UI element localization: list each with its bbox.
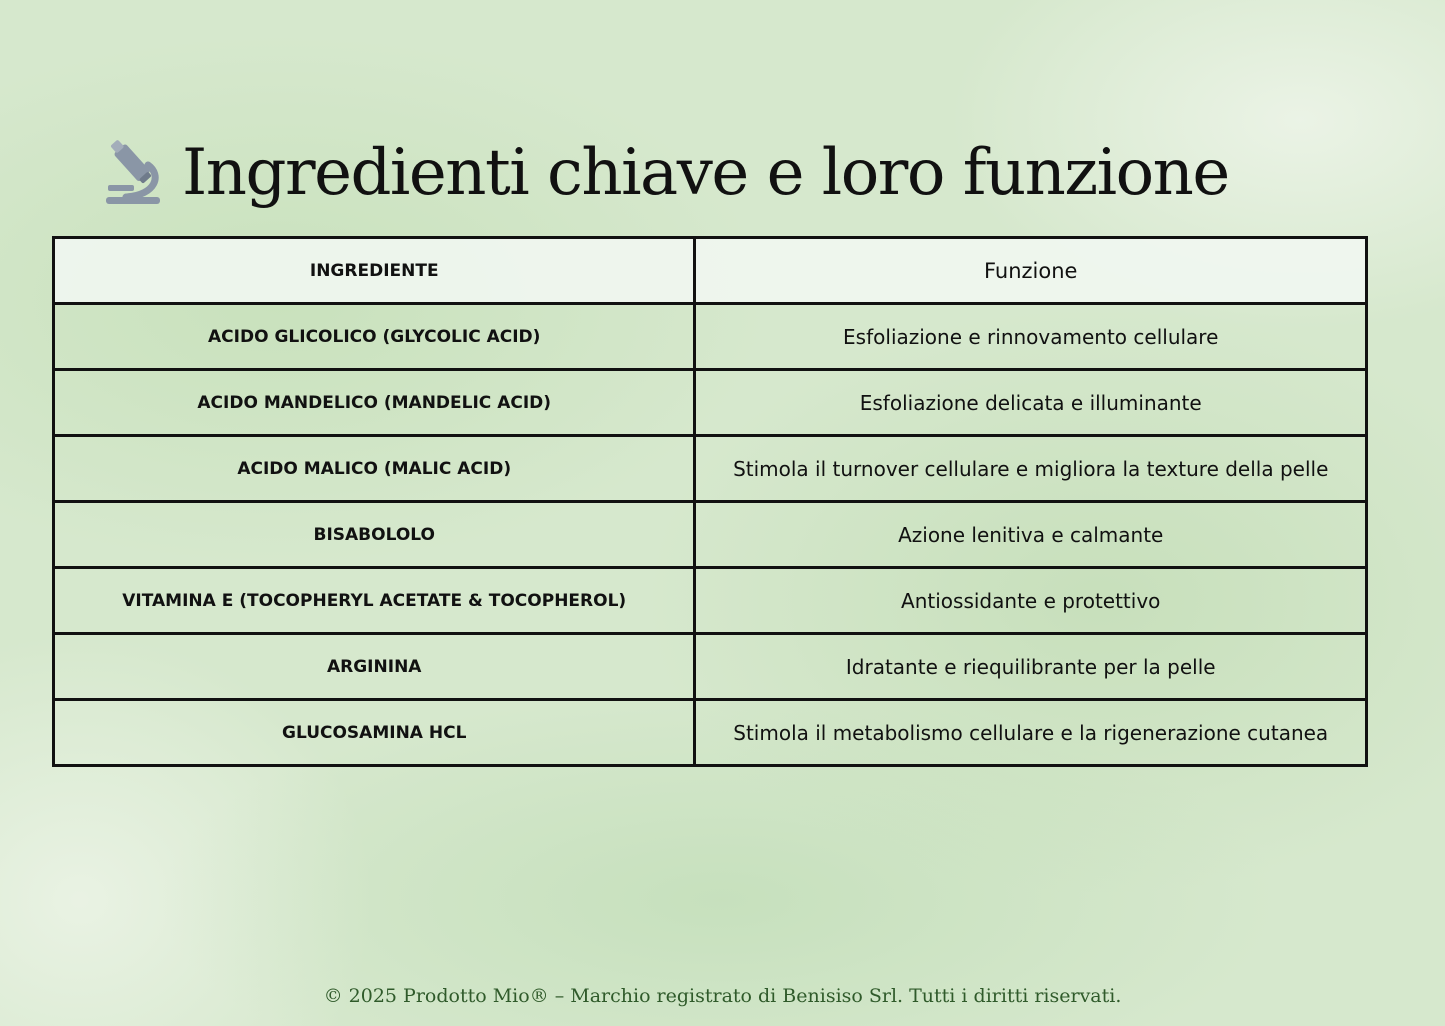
- table-row: [54, 370, 1367, 436]
- ingredient-cell: ACIDO GLICOLICO (GLYCOLIC ACID): [54, 304, 695, 370]
- table-row: [54, 502, 1367, 568]
- microscope-icon: [104, 139, 164, 207]
- table-row: [54, 304, 1367, 370]
- ingredient-cell: VITAMINA E (TOCOPHERYL ACETATE & TOCOPHEROL): [54, 568, 695, 634]
- copyright-footer: © 2025 Prodotto Mio® – Marchio registrato di Benisiso Srl. Tutti i diritti riservati.: [323, 985, 1122, 1007]
- function-cell: Esfoliazione e rinnovamento cellulare: [695, 304, 1367, 370]
- function-cell: Stimola il metabolismo cellulare e la rigenerazione cutanea: [695, 700, 1367, 766]
- ingredient-cell: GLUCOSAMINA HCL: [54, 700, 695, 766]
- ingredient-cell: ACIDO MALICO (MALIC ACID): [54, 436, 695, 502]
- ingredient-cell: ACIDO MANDELICO (MANDELIC ACID): [54, 370, 695, 436]
- page-header: [104, 128, 1229, 218]
- function-cell: Esfoliazione delicata e illuminante: [695, 370, 1367, 436]
- ingredients-table: [52, 236, 1368, 767]
- table-header-row: [54, 238, 1367, 304]
- column-header-function: Funzione: [695, 238, 1367, 304]
- column-header-ingredient: INGREDIENTE: [54, 238, 695, 304]
- page-title: Ingredienti chiave e loro funzione: [182, 136, 1229, 210]
- table-row: [54, 700, 1367, 766]
- ingredient-cell: BISABOLOLO: [54, 502, 695, 568]
- ingredient-cell: ARGININA: [54, 634, 695, 700]
- function-cell: Stimola il turnover cellulare e migliora la texture della pelle: [695, 436, 1367, 502]
- table-row: [54, 634, 1367, 700]
- function-cell: Antiossidante e protettivo: [695, 568, 1367, 634]
- function-cell: Idratante e riequilibrante per la pelle: [695, 634, 1367, 700]
- table-row: [54, 436, 1367, 502]
- table-row: [54, 568, 1367, 634]
- function-cell: Azione lenitiva e calmante: [695, 502, 1367, 568]
